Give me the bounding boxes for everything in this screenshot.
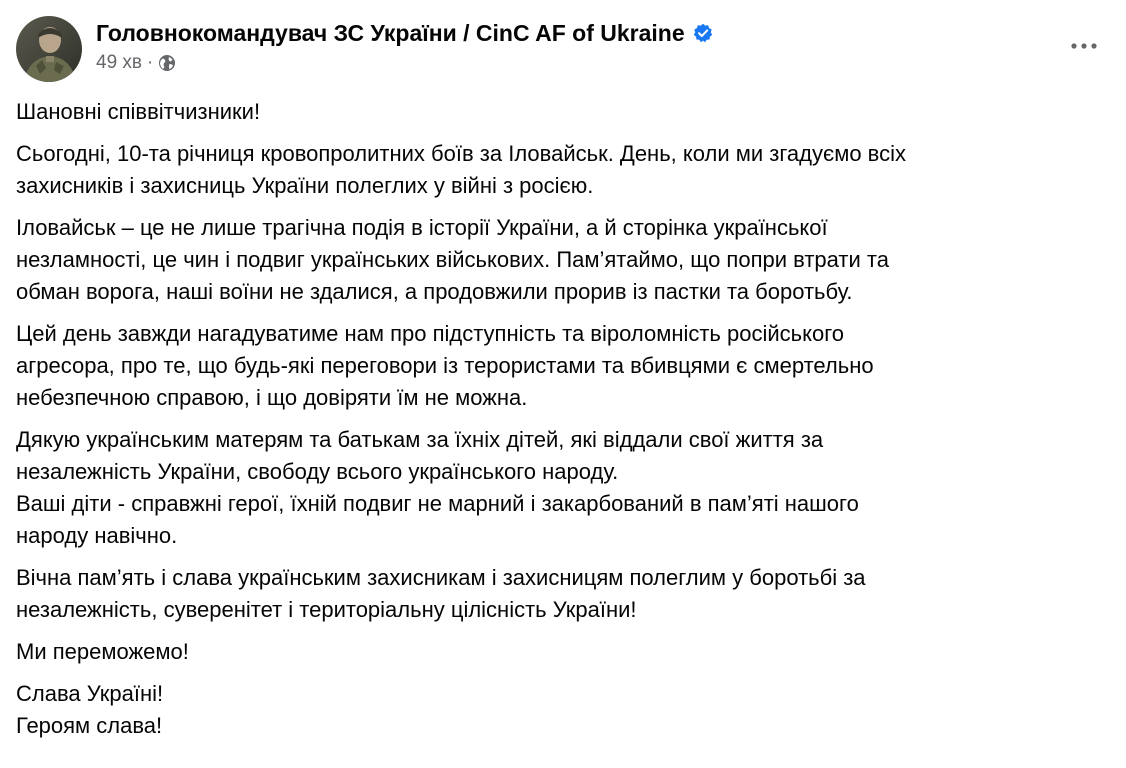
post-text-line: агресора, про те, що будь-які переговори із терористами та вбивцями є смертельно — [16, 353, 874, 378]
post-text-line: Шановні співвітчизники! — [16, 99, 261, 124]
post-text-line: захисників і захисниць України полеглих у війні з росією. — [16, 173, 594, 198]
post-text-line: народу навічно. — [16, 523, 178, 548]
post-paragraph — [16, 96, 1106, 128]
post-paragraph — [16, 424, 1106, 552]
author-name[interactable]: Головнокомандувач ЗС України / CinC AF of Ukraine — [96, 19, 685, 46]
post-paragraph — [16, 678, 1106, 742]
author-row — [96, 18, 713, 48]
post-paragraph — [16, 138, 1106, 202]
post-text-line: небезпечною справою, і що довіряти їм не можна. — [16, 385, 528, 410]
avatar-image — [16, 16, 82, 82]
post-paragraph — [16, 636, 1106, 668]
post-timestamp[interactable]: 49 хв — [96, 52, 143, 73]
post-meta — [96, 49, 713, 77]
post-paragraph — [16, 562, 1106, 626]
verified-badge-icon — [693, 23, 713, 43]
post-paragraph — [16, 212, 1106, 308]
globe-icon[interactable] — [158, 54, 176, 72]
post-text-line: Цей день завжди нагадуватиме нам про підступність та віроломність російського — [16, 321, 844, 346]
post-text-line: Героям слава! — [16, 713, 163, 738]
author-block — [96, 18, 713, 77]
post-header — [16, 16, 1110, 82]
post-text-line: Сьогодні, 10-та річниця кровопролитних боїв за Іловайськ. День, коли ми згадуємо всіх — [16, 141, 907, 166]
post-text-line: обман ворога, наші воїни не здалися, а продовжили прорив із пастки та боротьбу. — [16, 279, 853, 304]
post-text-line: Вічна пам’ять і слава українським захисникам і захисницям полеглим у боротьбі за — [16, 565, 866, 590]
more-options-icon — [1071, 43, 1097, 49]
post-body — [16, 96, 1106, 752]
post-paragraph — [16, 318, 1106, 414]
more-options-button[interactable] — [1062, 28, 1106, 64]
post-text-line: незламності, це чин і подвиг українських військових. Пам’ятаймо, що попри втрати та — [16, 247, 889, 272]
post-text-line: незалежність України, свободу всього українського народу. — [16, 459, 619, 484]
post-text-line: Дякую українським матерям та батькам за їхніх дітей, які віддали свої життя за — [16, 427, 824, 452]
post-text-line: незалежність, суверенітет і територіальну цілісність України! — [16, 597, 637, 622]
post-text-line: Іловайськ – це не лише трагічна подія в історії України, а й сторінка української — [16, 215, 828, 240]
meta-separator: · — [147, 52, 154, 73]
post-text-line: Ми переможемо! — [16, 639, 189, 664]
author-avatar[interactable] — [16, 16, 82, 82]
post-text-line: Слава Україні! — [16, 681, 164, 706]
post-text-line: Ваші діти - справжні герої, їхній подвиг не марний і закарбований в пам’яті нашого — [16, 491, 859, 516]
